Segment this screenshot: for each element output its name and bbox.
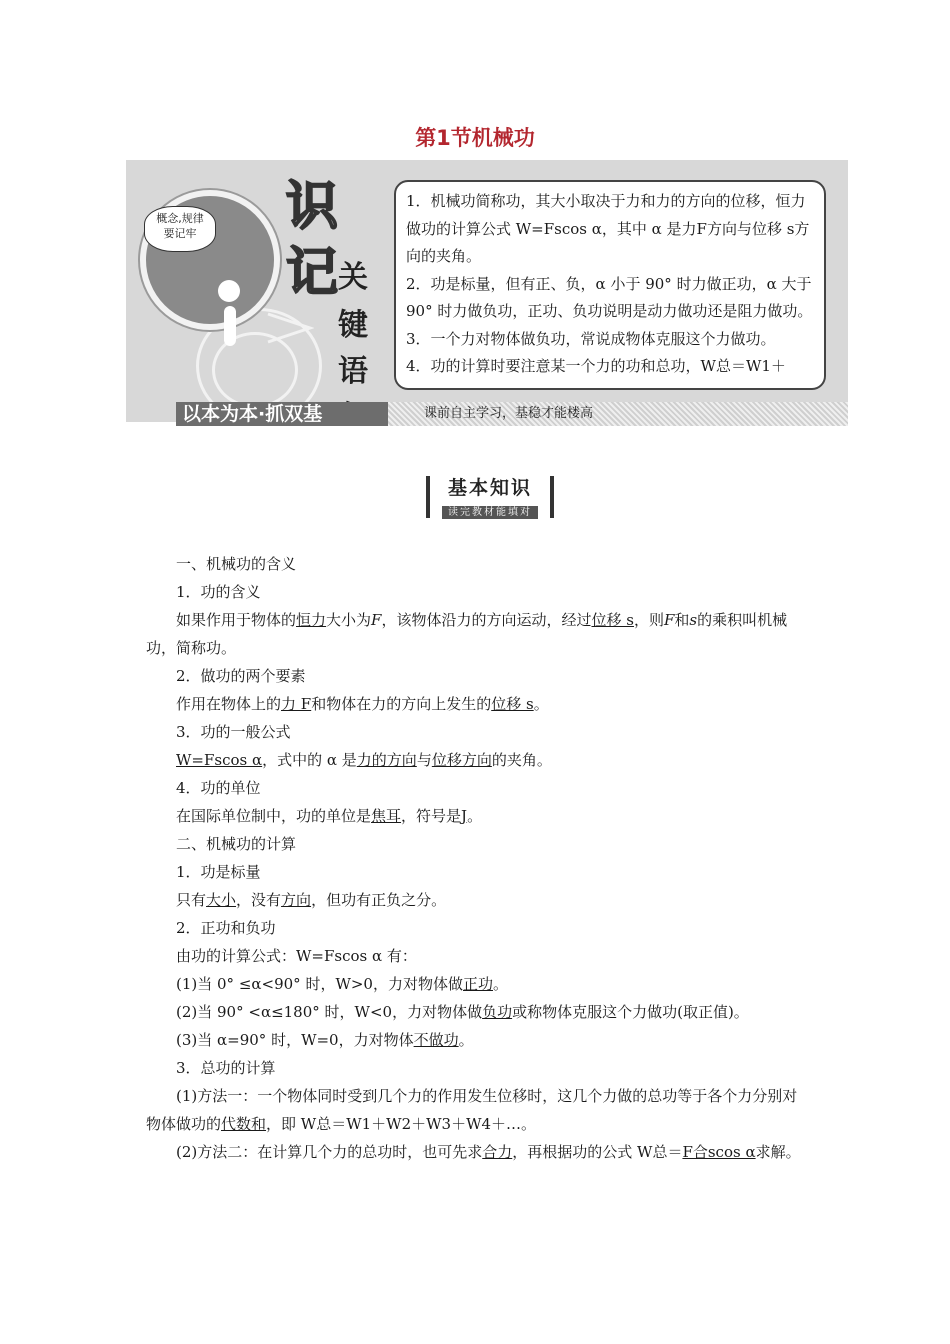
paragraph: (1)方法一：一个物体同时受到几个力的作用发生位移时，这几个力做的总功等于各个力分别对物体做功的代数和，即 W总＝W1＋W2＋W3＋W4＋…。 (146, 1087, 798, 1133)
badge-subtitle: 读完教材能填对 (442, 506, 538, 519)
blank-answer: 代数和 (221, 1115, 267, 1133)
section-heading: 一、机械功的含义 (176, 555, 297, 573)
subsection-heading: 3．功的一般公式 (176, 723, 291, 741)
blank-answer: 不做功 (413, 1031, 459, 1049)
blank-answer: 方向 (281, 891, 312, 909)
blank-answer: 负功 (482, 1003, 513, 1021)
paragraph: 如果作用于物体的恒力大小为F，该物体沿力的方向运动，经过位移 s，则F和s的乘积叫机械功，简称功。 (146, 611, 788, 657)
blank-answer: W=Fscos α (176, 751, 263, 769)
paragraph: (2)当 90° <α≤180° 时，W<0，力对物体做负功或称物体克服这个力做功(取正值)。 (176, 1003, 749, 1021)
main-content (146, 550, 810, 1166)
badge-title: 基本知识 (447, 477, 532, 499)
key-point: 1．机械功简称功，其大小取决于力和力的方向的位移，恒力做功的计算公式 W=Fscos α，其中 α 是力F方向与位移 s方向的夹角。 (406, 192, 810, 265)
blank-answer: 位移方向 (431, 751, 492, 769)
heading-char: 识 (286, 177, 339, 237)
section-heading: 二、机械功的计算 (176, 835, 297, 853)
page-title: 第1节机械功 (415, 126, 535, 150)
speech-bubble (144, 206, 216, 252)
paragraph: (3)当 α=90° 时，W=0，力对物体不做功。 (176, 1031, 474, 1049)
heading-vert-char: 关 (338, 260, 368, 295)
key-points-banner (126, 160, 848, 422)
blank-answer: 大小 (206, 891, 237, 909)
blank-answer: 焦耳 (371, 807, 402, 825)
section-strip (176, 402, 848, 426)
key-point: 4．功的计算时要注意某一个力的功和总功，W总＝W1＋ (406, 357, 786, 375)
subsection-heading: 3．总功的计算 (176, 1059, 276, 1077)
blank-answer: 力 F (281, 695, 312, 713)
blank-answer: J (461, 807, 468, 825)
paragraph: (2)方法二：在计算几个力的总功时，也可先求合力，再根据功的公式 W总＝F合scos α求解。 (176, 1143, 801, 1161)
paragraph: 在国际单位制中，功的单位是焦耳，符号是J。 (176, 807, 483, 825)
blank-answer: 位移 s (491, 695, 534, 713)
paragraph: 作用在物体上的力 F和物体在力的方向上发生的位移 s。 (176, 695, 549, 713)
heading-char: 记 (286, 243, 339, 303)
blank-answer: 位移 s (591, 611, 634, 629)
blank-answer: 正功 (462, 975, 493, 993)
blank-answer: F合scos α (682, 1143, 756, 1161)
bubble-line: 概念,规律 (156, 212, 204, 225)
bubble-line: 要记牢 (163, 227, 197, 240)
arrow-icon (266, 312, 314, 344)
blank-answer: 力的方向 (356, 751, 417, 769)
paragraph: 由功的计算公式：W=Fscos α 有： (176, 947, 417, 965)
paragraph: W=Fscos α，式中的 α 是力的方向与位移方向的夹角。 (176, 751, 552, 769)
key-points-box (394, 180, 826, 390)
key-point: 2．功是标量，但有正、负，α 小于 90° 时力做正功，α 大于 90° 时力做负功，正功、负功说明是动力做功还是阻力做功。 (406, 274, 813, 320)
subsection-heading: 2．正功和负功 (176, 919, 276, 937)
subsection-heading: 4．功的单位 (176, 779, 261, 797)
subsection-heading: 1．功的含义 (176, 583, 261, 601)
subsection-heading: 2．做功的两个要素 (176, 667, 306, 685)
subsection-heading: 1．功是标量 (176, 863, 261, 881)
person-body-icon (224, 306, 236, 346)
key-point: 3．一个力对物体做负功，常说成物体克服这个力做功。 (406, 329, 776, 348)
blank-answer: 恒力 (296, 611, 327, 629)
strip-subtitle: 课前自主学习，基稳才能楼高 (424, 406, 594, 421)
person-head-icon (218, 280, 240, 302)
heading-vert-char: 键 (338, 308, 368, 343)
paragraph: (1)当 0° ≤α<90° 时，W>0，力对物体做正功。 (176, 975, 509, 993)
strip-title: 以本为本·抓双基 (176, 402, 388, 426)
basic-knowledge-badge (426, 476, 554, 518)
heading-vert-char: 语 (338, 354, 368, 389)
blank-answer: 合力 (482, 1143, 513, 1161)
paragraph: 只有大小，没有方向，但功有正负之分。 (176, 891, 447, 909)
